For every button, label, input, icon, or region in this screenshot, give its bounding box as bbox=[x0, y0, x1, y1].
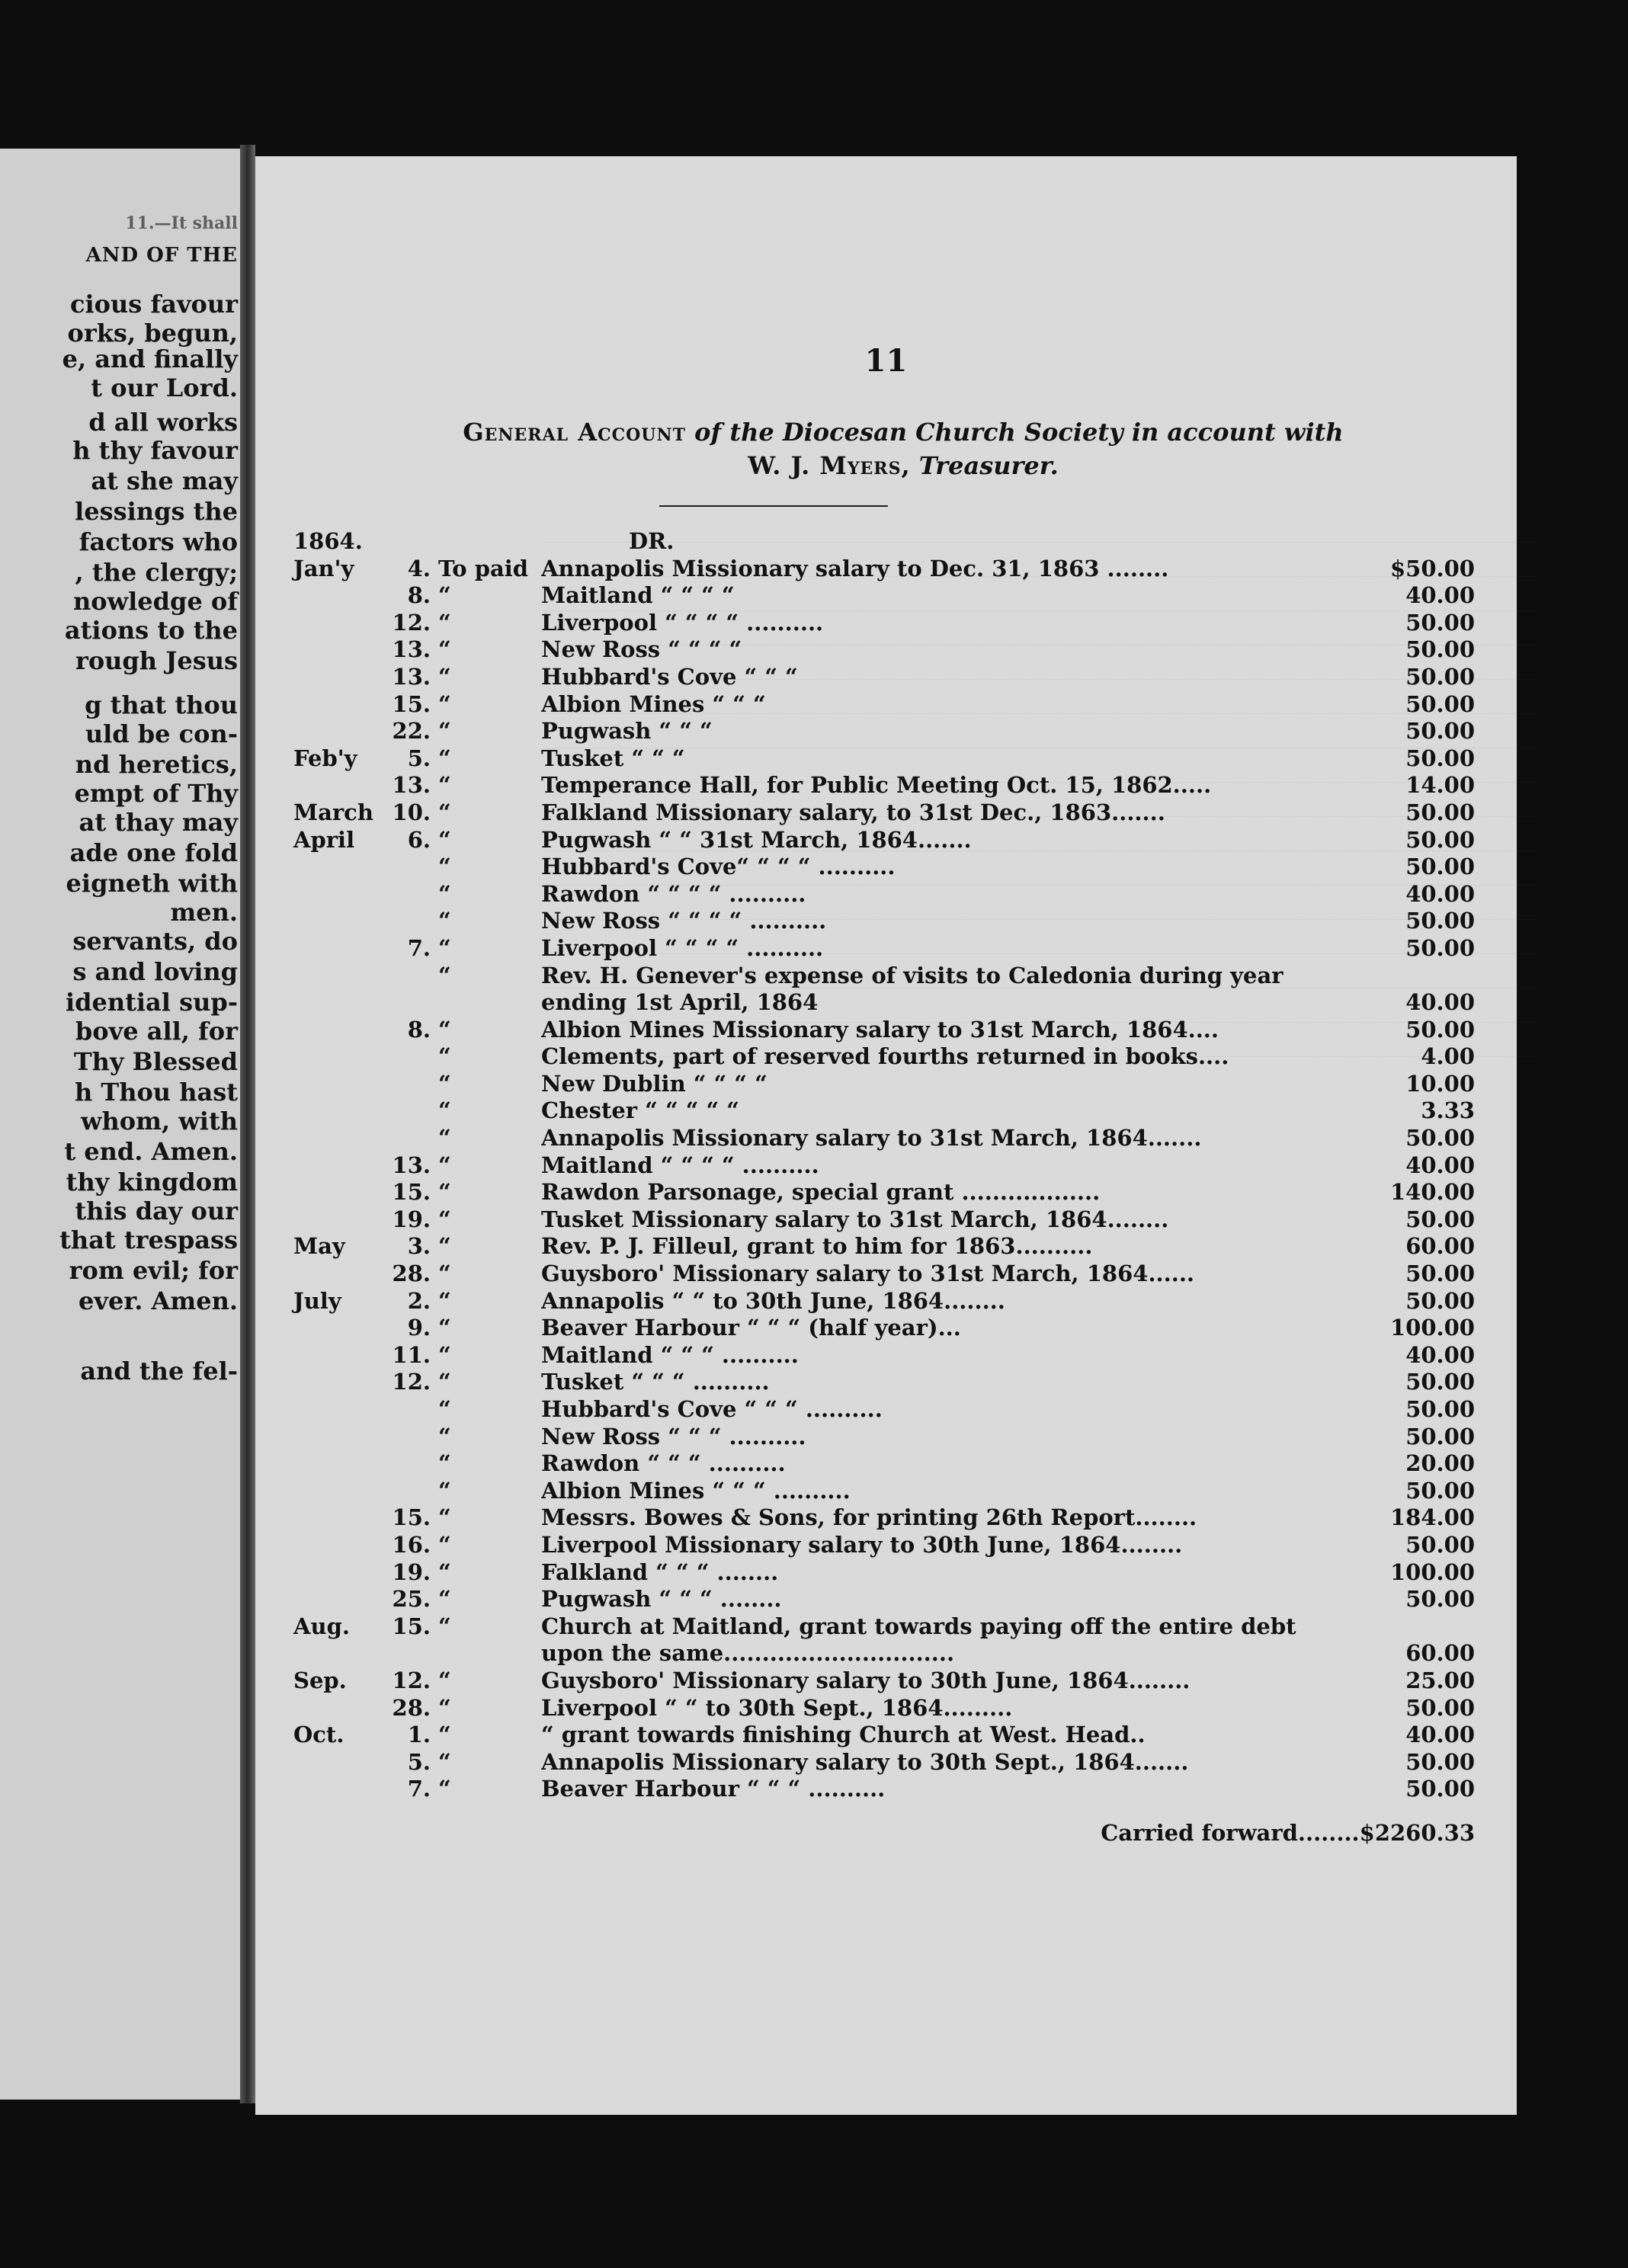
ledger-header-row bbox=[293, 528, 1475, 556]
entry-day: 1. bbox=[407, 1722, 431, 1748]
ledger-row bbox=[293, 1233, 1475, 1261]
ledger-row bbox=[293, 1369, 1475, 1396]
title-part-3: W. J. Myers, bbox=[748, 451, 911, 480]
entry-day: 8. bbox=[407, 1016, 431, 1043]
ledger-table bbox=[293, 528, 1475, 1858]
entry-day: 5. bbox=[407, 1748, 431, 1775]
entry-amount: 50.00 bbox=[1405, 690, 1475, 717]
ledger-row bbox=[293, 1342, 1475, 1369]
entry-description: Liverpool “ “ to 30th Sept., 1864......... bbox=[541, 1694, 1013, 1721]
left-page-line: men. bbox=[170, 898, 238, 927]
entry-to: “ bbox=[438, 1070, 451, 1097]
ledger-row bbox=[293, 1776, 1475, 1803]
left-page-line: ations to the bbox=[64, 616, 238, 645]
entry-to: “ bbox=[438, 663, 451, 690]
entry-day: 5. bbox=[407, 745, 431, 771]
entry-amount: 4.00 bbox=[1421, 1043, 1475, 1070]
entry-description: Albion Mines “ “ “ .......... bbox=[541, 1477, 851, 1504]
left-page-line: thy kingdom bbox=[66, 1168, 238, 1196]
entry-description: Rawdon “ “ “ .......... bbox=[541, 1450, 786, 1477]
ledger-row bbox=[293, 610, 1475, 637]
entry-amount: 20.00 bbox=[1405, 1450, 1475, 1477]
entry-to: “ bbox=[438, 1206, 451, 1232]
ledger-rows bbox=[293, 556, 1475, 1803]
entry-description: Maitland “ “ “ “ bbox=[541, 582, 735, 609]
entry-month: May bbox=[293, 1233, 345, 1260]
entry-description: Albion Mines Missionary salary to 31st March, 1864.... bbox=[541, 1016, 1219, 1043]
left-page-line: s and loving bbox=[72, 957, 238, 986]
entry-to: “ bbox=[438, 1043, 451, 1070]
entry-day: 13. bbox=[392, 663, 431, 690]
left-page-line: Thy Blessed bbox=[73, 1047, 238, 1076]
ledger-row bbox=[293, 1179, 1475, 1206]
entry-description: Maitland “ “ “ “ .......... bbox=[541, 1152, 819, 1178]
ledger-row bbox=[293, 1532, 1475, 1559]
entry-to: “ bbox=[438, 1287, 451, 1314]
entry-month: March bbox=[293, 799, 373, 825]
ledger-row bbox=[293, 745, 1475, 773]
entry-amount: 60.00 bbox=[1405, 1233, 1475, 1260]
entry-description: Albion Mines “ “ “ bbox=[541, 690, 766, 717]
entry-day: 12. bbox=[392, 609, 431, 636]
entry-to: “ bbox=[438, 1586, 451, 1613]
entry-to: “ bbox=[438, 745, 451, 771]
entry-amount: 50.00 bbox=[1405, 745, 1475, 771]
entry-description: Hubbard's Cove “ “ “ bbox=[541, 663, 798, 690]
left-page-line: t our Lord. bbox=[91, 373, 238, 402]
entry-description: Annapolis Missionary salary to Dec. 31, 1863 ........ bbox=[541, 555, 1169, 581]
right-page bbox=[255, 156, 1517, 2115]
entry-to: “ bbox=[438, 799, 451, 825]
entry-amount: 50.00 bbox=[1405, 1261, 1475, 1287]
entry-day: 7. bbox=[407, 1776, 431, 1802]
entry-to: “ bbox=[438, 1558, 451, 1585]
entry-amount: 40.00 bbox=[1405, 1341, 1475, 1368]
entry-description: Pugwash “ “ 31st March, 1864....... bbox=[541, 826, 972, 853]
title-part-2: of the Diocesan Church Society in account with bbox=[694, 418, 1344, 447]
entry-description: Tusket “ “ “ .......... bbox=[541, 1369, 770, 1395]
entry-description: Guysboro' Missionary salary to 31st March, 1864...... bbox=[541, 1261, 1195, 1287]
entry-amount: 184.00 bbox=[1390, 1504, 1475, 1531]
entry-amount: 50.00 bbox=[1405, 1206, 1475, 1232]
entry-description: Tusket Missionary salary to 31st March, 1864........ bbox=[541, 1206, 1169, 1232]
left-page-line: nowledge of bbox=[72, 587, 238, 616]
title-part-4: Treasurer. bbox=[918, 451, 1059, 480]
entry-amount: 50.00 bbox=[1405, 1694, 1475, 1721]
entry-day: 16. bbox=[392, 1531, 431, 1558]
left-page-line: this day our bbox=[75, 1196, 238, 1225]
ledger-row bbox=[293, 1315, 1475, 1342]
entry-to: “ bbox=[438, 772, 451, 799]
entry-to: “ bbox=[438, 1776, 451, 1802]
entry-to: “ bbox=[438, 609, 451, 636]
entry-to: “ bbox=[438, 880, 451, 907]
page-number: 11 bbox=[864, 343, 908, 379]
ledger-row bbox=[293, 1667, 1475, 1695]
entry-description: Pugwash “ “ “ bbox=[541, 718, 713, 745]
entry-to: “ bbox=[438, 1504, 451, 1531]
entry-amount: 50.00 bbox=[1405, 934, 1475, 961]
entry-amount: 60.00 bbox=[1405, 1640, 1475, 1667]
entry-to: “ bbox=[438, 1016, 451, 1043]
entry-to: “ bbox=[438, 934, 451, 961]
ledger-row bbox=[293, 1424, 1475, 1451]
entry-day: 15. bbox=[392, 1504, 431, 1531]
ledger-row bbox=[293, 908, 1475, 935]
entry-description: Rawdon “ “ “ “ .......... bbox=[541, 880, 806, 907]
entry-amount: 50.00 bbox=[1405, 854, 1475, 880]
left-page-line: ade one fold bbox=[69, 838, 238, 867]
entry-day: 19. bbox=[392, 1558, 431, 1585]
entry-amount: 50.00 bbox=[1405, 718, 1475, 745]
entry-description: Maitland “ “ “ .......... bbox=[541, 1341, 799, 1368]
ledger-row bbox=[293, 636, 1475, 664]
ledger-row bbox=[293, 772, 1475, 799]
ledger-row bbox=[293, 1722, 1475, 1749]
ledger-row bbox=[293, 1017, 1475, 1044]
entry-to: “ bbox=[438, 1450, 451, 1477]
entry-to: “ bbox=[438, 962, 451, 988]
left-page-line: g that thou bbox=[85, 690, 238, 719]
entry-description: New Ross “ “ “ “ .......... bbox=[541, 908, 827, 934]
entry-amount: 25.00 bbox=[1405, 1667, 1475, 1693]
ledger-row bbox=[293, 1097, 1475, 1125]
entry-description: Annapolis Missionary salary to 30th Sept., 1864....... bbox=[541, 1748, 1189, 1775]
entry-amount: 50.00 bbox=[1405, 1748, 1475, 1775]
entry-day: 15. bbox=[392, 1179, 431, 1206]
entry-amount: 50.00 bbox=[1405, 1369, 1475, 1395]
left-page-line: nd heretics, bbox=[75, 750, 238, 779]
ledger-row bbox=[293, 1152, 1475, 1180]
ledger-row bbox=[293, 1206, 1475, 1234]
entry-description: Falkland “ “ “ ........ bbox=[541, 1558, 779, 1585]
entry-day: 4. bbox=[407, 555, 431, 581]
ledger-row bbox=[293, 1043, 1475, 1071]
ledger-row bbox=[293, 556, 1475, 583]
left-page-line: that trespass bbox=[59, 1225, 238, 1254]
entry-description: Chester “ “ “ “ “ bbox=[541, 1097, 739, 1124]
entry-month: April bbox=[293, 826, 355, 853]
entry-to: “ bbox=[438, 1261, 451, 1287]
left-page-line: h thy favour bbox=[72, 436, 238, 465]
left-page-line: d all works bbox=[88, 408, 238, 437]
left-page-line: cious favour bbox=[70, 290, 238, 319]
entry-description: Beaver Harbour “ “ “ .......... bbox=[541, 1776, 886, 1802]
entry-amount: 50.00 bbox=[1405, 609, 1475, 636]
entry-description: Annapolis Missionary salary to 31st March, 1864....... bbox=[541, 1125, 1202, 1152]
entry-description: Falkland Missionary salary, to 31st Dec., 1863....... bbox=[541, 799, 1165, 825]
entry-to: “ bbox=[438, 826, 451, 853]
left-page-line: at she may bbox=[91, 466, 238, 495]
entry-amount: 100.00 bbox=[1390, 1315, 1475, 1341]
left-page-line: lessings the bbox=[75, 497, 238, 526]
left-page-line: empt of Thy bbox=[74, 779, 238, 808]
entry-day: 15. bbox=[392, 1613, 431, 1639]
ledger-row bbox=[293, 1613, 1475, 1667]
entry-amount: 50.00 bbox=[1405, 1016, 1475, 1043]
entry-to: “ bbox=[438, 1748, 451, 1775]
entry-day: 10. bbox=[392, 799, 431, 825]
entry-to: To paid bbox=[438, 555, 529, 581]
entry-to: “ bbox=[438, 718, 451, 745]
ledger-row bbox=[293, 1749, 1475, 1776]
entry-amount: 50.00 bbox=[1405, 663, 1475, 690]
ledger-row bbox=[293, 1695, 1475, 1722]
title-rule bbox=[659, 505, 888, 507]
page-title bbox=[293, 415, 1513, 482]
left-page-line: rom evil; for bbox=[69, 1256, 238, 1285]
left-page-line: 11.—It shall bbox=[125, 213, 238, 233]
left-page-line: , the clergy; bbox=[75, 558, 238, 587]
entry-amount: 50.00 bbox=[1405, 908, 1475, 934]
left-page-line: AND OF THE bbox=[85, 244, 238, 267]
left-page-line: eigneth with bbox=[66, 869, 238, 898]
entry-to: “ bbox=[438, 1097, 451, 1124]
entry-month: July bbox=[293, 1287, 341, 1314]
entry-to: “ bbox=[438, 1179, 451, 1206]
ledger-row bbox=[293, 718, 1475, 745]
entry-to: “ bbox=[438, 1531, 451, 1558]
ledger-row bbox=[293, 1261, 1475, 1288]
left-page-line: idential sup- bbox=[65, 988, 238, 1017]
entry-amount: 100.00 bbox=[1390, 1558, 1475, 1585]
entry-day: 25. bbox=[392, 1586, 431, 1613]
entry-amount: 50.00 bbox=[1405, 1776, 1475, 1802]
entry-to: “ bbox=[438, 1694, 451, 1721]
entry-description: Tusket “ “ “ bbox=[541, 745, 685, 771]
title-part-1: General Account bbox=[463, 418, 686, 447]
entry-day: 28. bbox=[392, 1694, 431, 1721]
entry-day: 3. bbox=[407, 1233, 431, 1260]
entry-description: Pugwash “ “ “ ........ bbox=[541, 1586, 782, 1613]
entry-to: “ bbox=[438, 1125, 451, 1152]
ledger-row bbox=[293, 799, 1475, 827]
entry-description: Beaver Harbour “ “ “ (half year)... bbox=[541, 1315, 961, 1341]
ledger-row bbox=[293, 1559, 1475, 1587]
left-page-line: bove all, for bbox=[75, 1017, 238, 1046]
entry-description: Hubbard's Cove “ “ “ .......... bbox=[541, 1396, 883, 1422]
entry-day: 12. bbox=[392, 1369, 431, 1395]
year-label: 1864. bbox=[293, 528, 363, 554]
entry-amount: 50.00 bbox=[1405, 1477, 1475, 1504]
entry-amount: 3.33 bbox=[1421, 1097, 1475, 1124]
left-page-line: servants, do bbox=[72, 927, 238, 956]
entry-description: New Dublin “ “ “ “ bbox=[541, 1070, 768, 1097]
entry-day: 13. bbox=[392, 772, 431, 799]
entry-to: “ bbox=[438, 582, 451, 609]
ledger-row bbox=[293, 963, 1475, 1017]
entry-day: 12. bbox=[392, 1667, 431, 1693]
entry-description: Annapolis “ “ to 30th June, 1864........ bbox=[541, 1287, 1005, 1314]
entry-day: 13. bbox=[392, 636, 431, 663]
entry-description: Hubbard's Cove“ “ “ “ .......... bbox=[541, 854, 896, 880]
entry-description: “ grant towards finishing Church at West. Head.. bbox=[541, 1722, 1146, 1748]
left-page-line: and the fel- bbox=[80, 1357, 238, 1385]
ledger-row bbox=[293, 664, 1475, 691]
dr-label: DR. bbox=[629, 528, 675, 554]
entry-amount: $50.00 bbox=[1390, 555, 1475, 581]
entry-description: Guysboro' Missionary salary to 30th June, 1864........ bbox=[541, 1667, 1191, 1693]
left-page-line: rough Jesus bbox=[75, 646, 238, 675]
entry-day: 19. bbox=[392, 1206, 431, 1232]
entry-amount: 50.00 bbox=[1405, 1586, 1475, 1613]
ledger-row bbox=[293, 1288, 1475, 1315]
ledger-row bbox=[293, 582, 1475, 610]
left-page-line: whom, with bbox=[80, 1107, 238, 1136]
left-page-line: h Thou hast bbox=[74, 1078, 238, 1107]
ledger-row bbox=[293, 1450, 1475, 1478]
entry-to: “ bbox=[438, 854, 451, 880]
entry-amount: 50.00 bbox=[1405, 1531, 1475, 1558]
entry-day: 15. bbox=[392, 690, 431, 717]
left-page-line: orks, begun, bbox=[67, 319, 238, 348]
entry-month: Aug. bbox=[293, 1613, 350, 1639]
entry-to: “ bbox=[438, 908, 451, 934]
entry-month: Oct. bbox=[293, 1722, 345, 1748]
entry-description: Rev. P. J. Filleul, grant to him for 1863.......... bbox=[541, 1233, 1093, 1260]
entry-to: “ bbox=[438, 1369, 451, 1395]
entry-day: 2. bbox=[407, 1287, 431, 1314]
left-page-fragment bbox=[0, 149, 240, 2100]
entry-description: Messrs. Bowes & Sons, for printing 26th Report........ bbox=[541, 1504, 1197, 1531]
entry-amount: 50.00 bbox=[1405, 799, 1475, 825]
entry-description: Clements, part of reserved fourths returned in books.... bbox=[541, 1043, 1229, 1070]
entry-amount: 40.00 bbox=[1405, 1152, 1475, 1178]
ledger-row bbox=[293, 854, 1475, 881]
entry-to: “ bbox=[438, 1396, 451, 1422]
entry-to: “ bbox=[438, 1341, 451, 1368]
left-page-line: ever. Amen. bbox=[79, 1286, 238, 1315]
ledger-row bbox=[293, 1071, 1475, 1098]
entry-amount: 10.00 bbox=[1405, 1070, 1475, 1097]
entry-to: “ bbox=[438, 1423, 451, 1450]
entry-day: 9. bbox=[407, 1315, 431, 1341]
entry-to: “ bbox=[438, 1667, 451, 1693]
left-page-line: at thay may bbox=[79, 808, 238, 837]
entry-amount: 50.00 bbox=[1405, 1396, 1475, 1422]
entry-day: 11. bbox=[392, 1341, 431, 1368]
entry-day: 7. bbox=[407, 934, 431, 961]
carried-forward: Carried forward........$2260.33 bbox=[1101, 1819, 1475, 1846]
entry-to: “ bbox=[438, 1233, 451, 1260]
entry-to: “ bbox=[438, 690, 451, 717]
entry-description: Rawdon Parsonage, special grant .................. bbox=[541, 1179, 1101, 1206]
left-page-line: t end. Amen. bbox=[64, 1137, 238, 1166]
entry-description: Liverpool “ “ “ “ .......... bbox=[541, 609, 824, 636]
entry-to: “ bbox=[438, 636, 451, 663]
entry-description: Church at Maitland, grant towards paying off the entire debt upon the same.............................. bbox=[541, 1613, 1296, 1667]
entry-day: 28. bbox=[392, 1261, 431, 1287]
entry-description: New Ross “ “ “ “ bbox=[541, 636, 742, 663]
entry-description: Temperance Hall, for Public Meeting Oct. 15, 1862..... bbox=[541, 772, 1212, 799]
ledger-row bbox=[293, 1396, 1475, 1424]
ledger-row bbox=[293, 1504, 1475, 1532]
entry-day: 13. bbox=[392, 1152, 431, 1178]
entry-description: Rev. H. Genever's expense of visits to Caledonia during year ending 1st April, 1864 bbox=[541, 962, 1283, 1016]
entry-day: 8. bbox=[407, 582, 431, 609]
ledger-row bbox=[293, 935, 1475, 963]
entry-to: “ bbox=[438, 1315, 451, 1341]
entry-day: 6. bbox=[407, 826, 431, 853]
ledger-row bbox=[293, 827, 1475, 854]
ledger-row bbox=[293, 1586, 1475, 1613]
entry-description: Liverpool Missionary salary to 30th June, 1864........ bbox=[541, 1531, 1183, 1558]
ledger-row bbox=[293, 1125, 1475, 1152]
left-page-line: uld be con- bbox=[85, 719, 238, 748]
entry-month: Feb'y bbox=[293, 745, 357, 771]
ledger-row bbox=[293, 1478, 1475, 1505]
entry-amount: 140.00 bbox=[1390, 1179, 1475, 1206]
left-page-line: e, and finally bbox=[62, 344, 238, 373]
entry-amount: 14.00 bbox=[1405, 772, 1475, 799]
entry-day: 22. bbox=[392, 718, 431, 745]
entry-description: New Ross “ “ “ .......... bbox=[541, 1423, 806, 1450]
entry-amount: 40.00 bbox=[1405, 989, 1475, 1016]
entry-amount: 50.00 bbox=[1405, 1287, 1475, 1314]
entry-month: Jan'y bbox=[293, 555, 354, 581]
ledger-row bbox=[293, 881, 1475, 908]
entry-to: “ bbox=[438, 1152, 451, 1178]
entry-amount: 50.00 bbox=[1405, 826, 1475, 853]
entry-to: “ bbox=[438, 1722, 451, 1748]
entry-description: Liverpool “ “ “ “ .......... bbox=[541, 934, 824, 961]
entry-month: Sep. bbox=[293, 1667, 347, 1693]
entry-to: “ bbox=[438, 1613, 451, 1639]
entry-to: “ bbox=[438, 1477, 451, 1504]
entry-amount: 40.00 bbox=[1405, 582, 1475, 609]
ledger-row bbox=[293, 691, 1475, 719]
entry-amount: 50.00 bbox=[1405, 1423, 1475, 1450]
entry-amount: 50.00 bbox=[1405, 1125, 1475, 1152]
carried-forward-row bbox=[293, 1803, 1475, 1858]
entry-amount: 40.00 bbox=[1405, 880, 1475, 907]
entry-amount: 50.00 bbox=[1405, 636, 1475, 663]
entry-amount: 40.00 bbox=[1405, 1722, 1475, 1748]
left-page-line: factors who bbox=[79, 527, 238, 556]
book-spine bbox=[240, 145, 255, 2103]
